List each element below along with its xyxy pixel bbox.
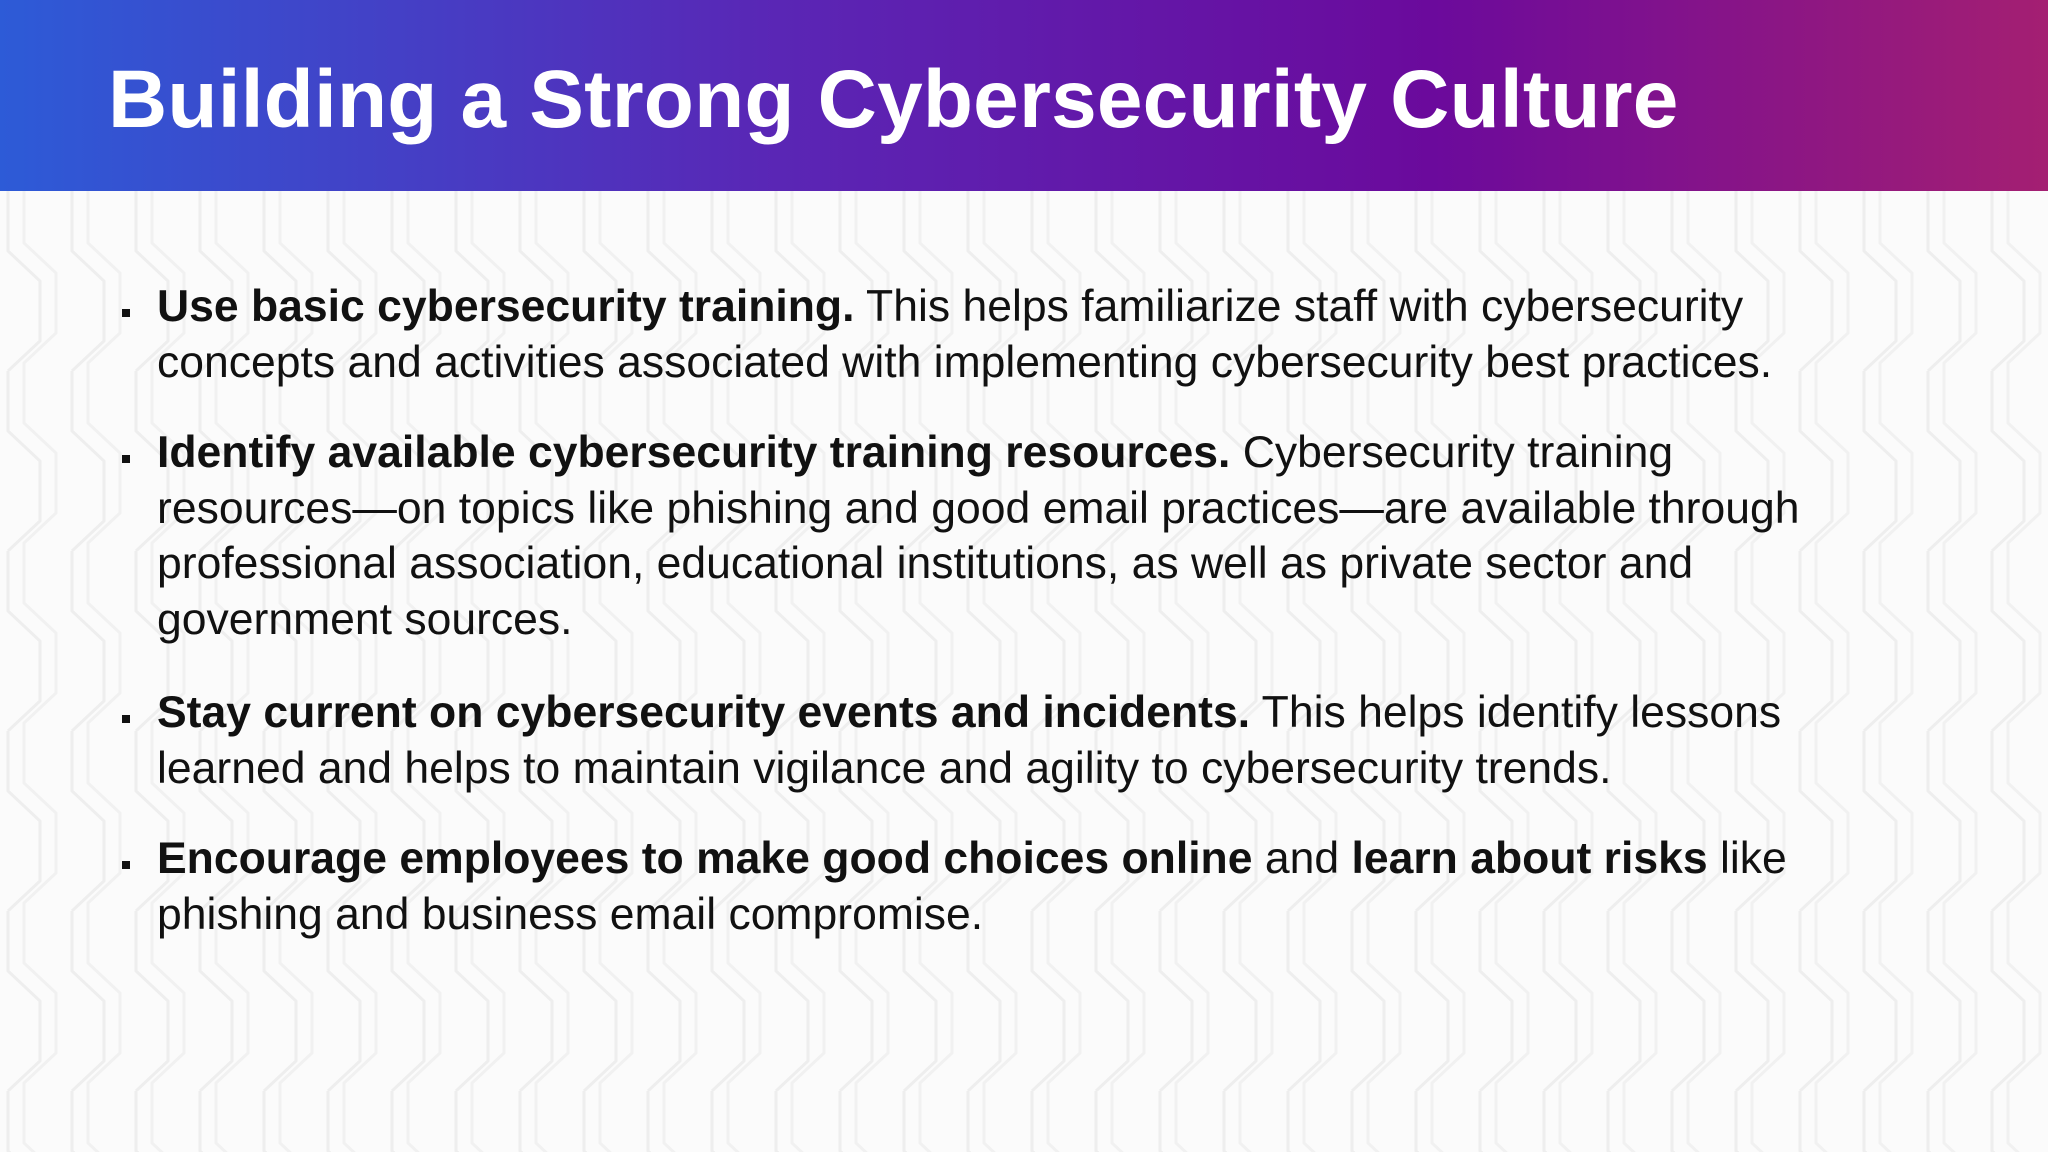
bullet-body: Cybersecurity training [1230,428,1674,477]
bullet-marker [122,861,130,869]
bullet-text [157,425,1917,647]
bullet-heading: Identify available cybersecurity training resources. [157,428,1231,477]
bullet-heading: Encourage employees to make good choices online [157,834,1253,883]
bullet-line [157,831,1917,887]
bullet-body: like [1707,834,1787,883]
bullet-body: and [1252,834,1352,883]
bullet-body: This helps identify lessons [1250,688,1782,737]
bullet-line: learned and helps to maintain vigilance and agility to cybersecurity trends. [157,743,1612,793]
bullet-line: government sources. [157,594,573,644]
bullet-heading: learn about risks [1351,834,1708,883]
bullet-line [157,279,1917,335]
bullet-text [157,685,1917,796]
bullet-line: professional association, educational institutions, as well as private sector and [157,539,1694,588]
bullet-line: resources—on topics like phishing and good email practices—are available through [157,483,1800,533]
bullet-heading: Use basic cybersecurity training. [157,282,855,331]
bullet-line [157,685,1917,741]
bullet-text [157,831,1917,942]
bullet-text [157,279,1917,390]
bullet-marker [122,715,130,723]
slide-title: Building a Strong Cybersecurity Culture [108,54,1679,145]
bullet-line: phishing and business email compromise. [157,889,984,939]
bullet-line [157,425,1917,481]
bullet-line: concepts and activities associated with implementing cybersecurity best practices. [157,337,1773,387]
bullet-body: This helps familiarize staff with cybersecurity [854,282,1744,331]
bullet-heading: Stay current on cybersecurity events and incidents. [157,688,1251,737]
bullet-marker [122,455,130,463]
bullet-marker [122,309,130,317]
